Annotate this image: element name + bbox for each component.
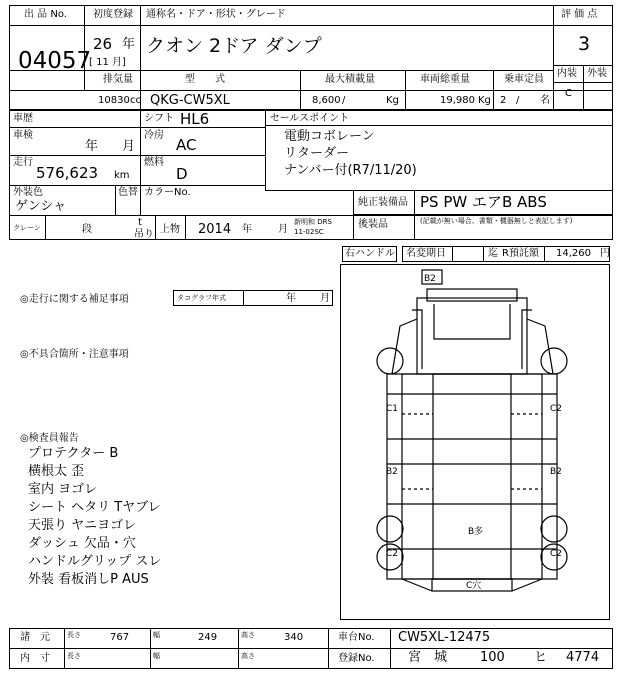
title-change-label: 名変期日 [406, 248, 446, 259]
sales-point-line-2: リターダー [284, 146, 350, 161]
recycle-deposit-value: 14,260 [556, 248, 591, 259]
rating-label: 評 価 点 [561, 9, 598, 20]
until-label: 迄 [488, 248, 498, 259]
first-registration-month: [ 11 月] [89, 57, 126, 68]
registration-label: 登録No. [338, 653, 375, 664]
shift-value: HL6 [180, 110, 210, 128]
sales-point-label: セールスポイント [270, 113, 350, 124]
mark-c2-rear-left: C2 [386, 549, 399, 559]
mileage-unit: km [114, 170, 130, 181]
mark-c1-left: C1 [386, 404, 399, 414]
registration-number: 4774 [566, 650, 600, 665]
car-name-label: 通称名・ドア・形状・グレード [146, 9, 286, 20]
inspector-report-label: ◎検査員報告 [20, 433, 79, 444]
exterior-label: 外装 [587, 68, 607, 79]
color-no-label: カラーNo. [144, 187, 191, 198]
length-value: 767 [110, 632, 130, 643]
tachograph-year: 年 [286, 293, 296, 304]
width-value: 249 [198, 632, 218, 643]
chassis-label: 車台No. [338, 632, 375, 643]
color-value: ゲンシャ [15, 199, 67, 214]
chassis-number: CW5XL-12475 [398, 630, 491, 645]
registration-kana: ヒ [534, 650, 548, 665]
body-model: 11-02SC [294, 228, 324, 236]
color-change-label: 色替 [118, 187, 138, 198]
max-load-value: 8,600 [312, 95, 341, 106]
yen-unit: 円 [600, 248, 610, 259]
inner-width-label: 幅 [153, 652, 160, 660]
max-load-slash: / [342, 95, 346, 106]
registration-class: 100 [480, 650, 505, 665]
model-value: QKG-CW5XL [150, 93, 230, 108]
first-registration-label: 初度登録 [93, 9, 133, 20]
capacity-label: 乗車定員 [504, 74, 544, 85]
mark-bed-many: B多 [468, 527, 484, 537]
body-maker: 新明和 DRS [294, 218, 332, 226]
capacity-slash: / [516, 95, 520, 106]
inspector-line-8: 外装 看板消しP AUS [28, 572, 149, 587]
crane-suspended: 吊り [134, 229, 154, 240]
inspection-year: 年 [85, 139, 99, 154]
ac-label: 冷房 [144, 130, 164, 141]
inspection-month: 月 [122, 139, 136, 154]
first-registration-year: 26 [93, 35, 113, 53]
inspector-line-4: シート ヘタリ Tヤブレ [28, 500, 161, 515]
height-label: 高さ [241, 631, 255, 639]
max-load-label: 最大積載量 [325, 74, 375, 85]
mark-rear-hole: C穴 [466, 581, 482, 591]
gross-weight-unit: Kg [478, 95, 491, 106]
retrofit-note: (記載が無い場合、書類・機器無しと表記します) [420, 217, 573, 225]
inner-dims-label: 内 寸 [20, 653, 50, 664]
height-value: 340 [284, 632, 304, 643]
lot-number: 04057 [18, 48, 92, 74]
equipment-value: PS PW エアB ABS [420, 193, 547, 211]
displacement-unit: cc [130, 95, 141, 106]
inspector-line-2: 横根太 歪 [28, 464, 85, 479]
width-label: 幅 [153, 631, 160, 639]
mark-b2-left: B2 [386, 467, 398, 477]
history-label: 車歴 [13, 113, 33, 124]
interior-grade: C [565, 88, 572, 99]
inner-height-label: 高さ [241, 652, 255, 660]
body-month: 月 [278, 224, 288, 235]
mileage-label: 走行 [13, 157, 33, 168]
lot-label: 出 品 No. [24, 9, 67, 20]
inspector-line-7: ハンドルグリップ スレ [28, 554, 162, 569]
max-load-unit: Kg [386, 95, 399, 106]
retrofit-label: 後装品 [358, 219, 388, 230]
ac-value: AC [176, 136, 197, 154]
inner-length-label: 長さ [67, 652, 81, 660]
shift-label: シフト [144, 113, 174, 124]
dims-label: 諸 元 [20, 632, 50, 643]
length-label: 長さ [67, 631, 81, 639]
gross-weight-label: 車両総重量 [420, 74, 470, 85]
inspector-line-5: 天張り ヤニヨゴレ [28, 518, 137, 533]
capacity-value: 2 [500, 95, 507, 106]
inspection-label: 車検 [13, 130, 33, 141]
tachograph-month: 月 [320, 293, 330, 304]
crane-ton: t [138, 217, 142, 228]
sales-point-line-1: 電動コボレーン [284, 129, 375, 144]
body-year-unit: 年 [242, 224, 252, 235]
mark-c2-right: C2 [550, 404, 563, 414]
equipment-label: 純正装備品 [358, 197, 408, 208]
mark-c2-rear-right: C2 [550, 549, 563, 559]
capacity-unit: 名 [540, 95, 550, 106]
registration-area: 宮 城 [408, 650, 448, 665]
inspector-line-6: ダッシュ 欠品・穴 [28, 536, 136, 551]
body-year: 2014 [198, 222, 232, 237]
year-unit: 年 [122, 37, 136, 52]
model-label: 型 式 [185, 74, 225, 85]
overall-rating: 3 [578, 33, 591, 55]
tachograph-label: タコグラフ年式 [177, 294, 226, 302]
fuel-value: D [176, 165, 188, 183]
mark-b2-right: B2 [550, 467, 562, 477]
right-handle-label: 右ハンドル [345, 248, 395, 259]
mileage-value: 576,623 [36, 164, 99, 182]
displacement-label: 排気量 [103, 74, 133, 85]
fuel-label: 燃料 [144, 157, 164, 168]
mark-b2-cab: B2 [424, 274, 436, 284]
displacement-value: 10830 [98, 95, 130, 106]
crane-label: クレーン [13, 224, 41, 232]
inspector-line-3: 室内 ヨゴレ [28, 482, 98, 497]
color-label: 外装色 [13, 187, 43, 198]
recycle-deposit-label: R預託額 [502, 248, 539, 259]
defect-label: ◎不具合箇所・注意事項 [20, 349, 129, 360]
truck-diagram [340, 264, 610, 620]
gross-weight-value: 19,980 [440, 95, 475, 106]
sales-point-line-3: ナンバー付(R7/11/20) [284, 163, 417, 178]
crane-stage: 段 [82, 224, 92, 235]
inspector-line-1: プロテクター B [28, 446, 119, 461]
interior-label: 内装 [557, 68, 577, 79]
car-name: クオン 2ドア ダンプ [146, 35, 322, 57]
body-label: 上物 [160, 224, 180, 235]
driving-supplement-label: ◎走行に関する補足事項 [20, 294, 129, 305]
